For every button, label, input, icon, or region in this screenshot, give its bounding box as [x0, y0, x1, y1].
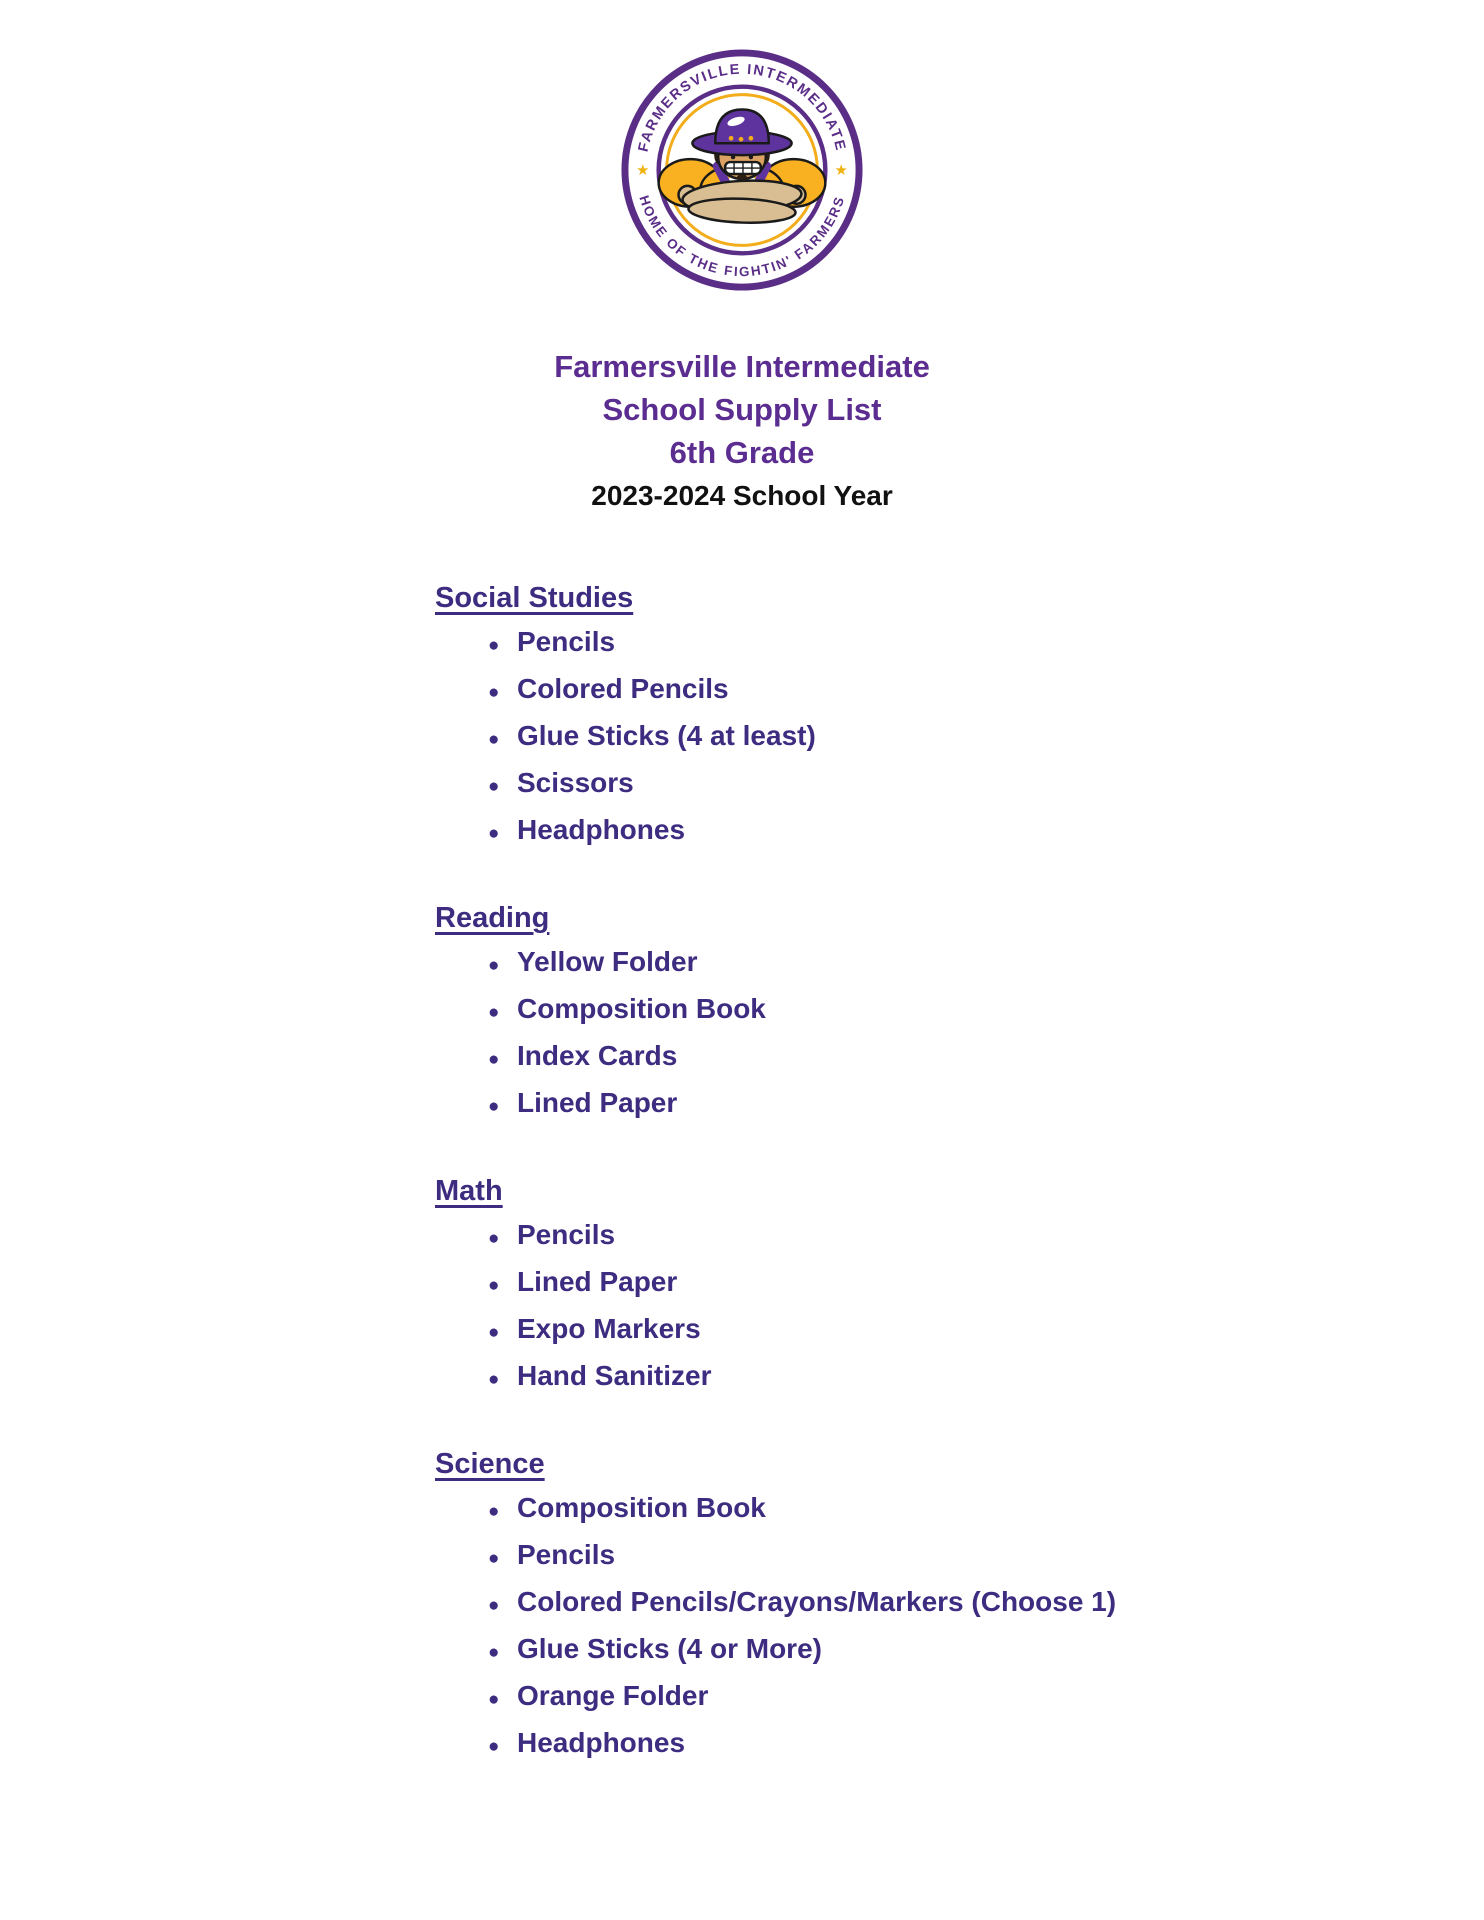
- bullet-icon: ●: [488, 823, 500, 844]
- item-label: Index Cards: [517, 1040, 678, 1071]
- item-label: Headphones: [517, 1727, 686, 1758]
- bullet-icon: ●: [488, 635, 500, 656]
- grade-title: 6th Grade: [669, 435, 815, 470]
- item-label: Headphones: [517, 814, 686, 845]
- item-label: Colored Pencils/Crayons/Markers (Choose 1): [517, 1586, 1117, 1617]
- list-item: [435, 987, 1484, 1034]
- bullet-icon: ●: [488, 1548, 500, 1569]
- bullet-icon: ●: [488, 955, 500, 976]
- mascot-farmer-icon: [659, 109, 826, 224]
- list-item: [435, 1627, 1484, 1674]
- list-item: [435, 1213, 1484, 1260]
- list-item: [435, 1674, 1484, 1721]
- list-item: [435, 1081, 1484, 1128]
- seal-bottom-text-curve: HOME OF THE FIGHTIN' FARMERS: [636, 193, 848, 280]
- list-item: [435, 1354, 1484, 1401]
- list-item: [435, 667, 1484, 714]
- seal-star-left-icon: ★: [636, 161, 650, 179]
- item-label: Glue Sticks (4 at least): [517, 720, 816, 751]
- bullet-icon: ●: [488, 1689, 500, 1710]
- item-label: Orange Folder: [517, 1680, 709, 1711]
- bullet-icon: ●: [488, 729, 500, 750]
- school-year-subtitle: 2023-2024 School Year: [591, 480, 893, 511]
- title-block: [0, 345, 1484, 517]
- supply-item-list: [435, 1213, 1484, 1401]
- bullet-icon: ●: [488, 682, 500, 703]
- list-item: [435, 940, 1484, 987]
- list-item: [435, 1486, 1484, 1533]
- item-label: Composition Book: [517, 1492, 766, 1523]
- item-label: Hand Sanitizer: [517, 1360, 712, 1391]
- bullet-icon: ●: [488, 1642, 500, 1663]
- section-title: Math: [435, 1175, 503, 1207]
- item-label: Expo Markers: [517, 1313, 701, 1344]
- list-item: [435, 1307, 1484, 1354]
- mascot-hat-dot: [749, 136, 754, 141]
- list-item: [435, 714, 1484, 761]
- list-item: [435, 808, 1484, 855]
- item-label: Lined Paper: [517, 1266, 678, 1297]
- section-social-studies: [435, 577, 1484, 855]
- bullet-icon: ●: [488, 1228, 500, 1249]
- list-item: [435, 1533, 1484, 1580]
- section-title: Reading: [435, 902, 550, 934]
- item-label: Lined Paper: [517, 1087, 678, 1118]
- mascot-hat-dot: [739, 137, 744, 142]
- section-science: [435, 1443, 1484, 1768]
- list-item: [435, 620, 1484, 667]
- item-label: Pencils: [517, 1219, 616, 1250]
- item-label: Glue Sticks (4 or More): [517, 1633, 822, 1664]
- item-label: Composition Book: [517, 993, 766, 1024]
- supply-item-list: [435, 940, 1484, 1128]
- supply-sections: [435, 577, 1484, 1768]
- bullet-icon: ●: [488, 1322, 500, 1343]
- section-title: Science: [435, 1448, 545, 1480]
- list-item: [435, 1721, 1484, 1768]
- list-item: [435, 1260, 1484, 1307]
- seal-top-text-curve: FARMERSVILLE INTERMEDIATE: [635, 61, 849, 154]
- supply-item-list: [435, 620, 1484, 855]
- item-label: Pencils: [517, 626, 616, 657]
- bullet-icon: ●: [488, 1049, 500, 1070]
- mascot-goatee: [737, 174, 747, 179]
- bullet-icon: ●: [488, 1096, 500, 1117]
- section-math: [435, 1170, 1484, 1401]
- list-item: [435, 1580, 1484, 1627]
- seal-star-right-icon: ★: [834, 161, 848, 179]
- bullet-icon: ●: [488, 776, 500, 797]
- list-item: [435, 761, 1484, 808]
- school-seal-logo: [618, 46, 866, 294]
- bullet-icon: ●: [488, 1736, 500, 1757]
- supply-item-list: [435, 1486, 1484, 1768]
- bullet-icon: ●: [488, 1595, 500, 1616]
- item-label: Yellow Folder: [517, 946, 698, 977]
- item-label: Pencils: [517, 1539, 616, 1570]
- section-title: Social Studies: [435, 582, 634, 614]
- bullet-icon: ●: [488, 1501, 500, 1522]
- section-reading: [435, 897, 1484, 1128]
- school-name-title: Farmersville Intermediate: [554, 349, 930, 384]
- supply-list-title: School Supply List: [602, 392, 882, 427]
- item-label: Scissors: [517, 767, 634, 798]
- mascot-hat-dot: [729, 136, 734, 141]
- bullet-icon: ●: [488, 1369, 500, 1390]
- item-label: Colored Pencils: [517, 673, 729, 704]
- list-item: [435, 1034, 1484, 1081]
- bullet-icon: ●: [488, 1275, 500, 1296]
- logo-container: [0, 0, 1484, 294]
- bullet-icon: ●: [488, 1002, 500, 1023]
